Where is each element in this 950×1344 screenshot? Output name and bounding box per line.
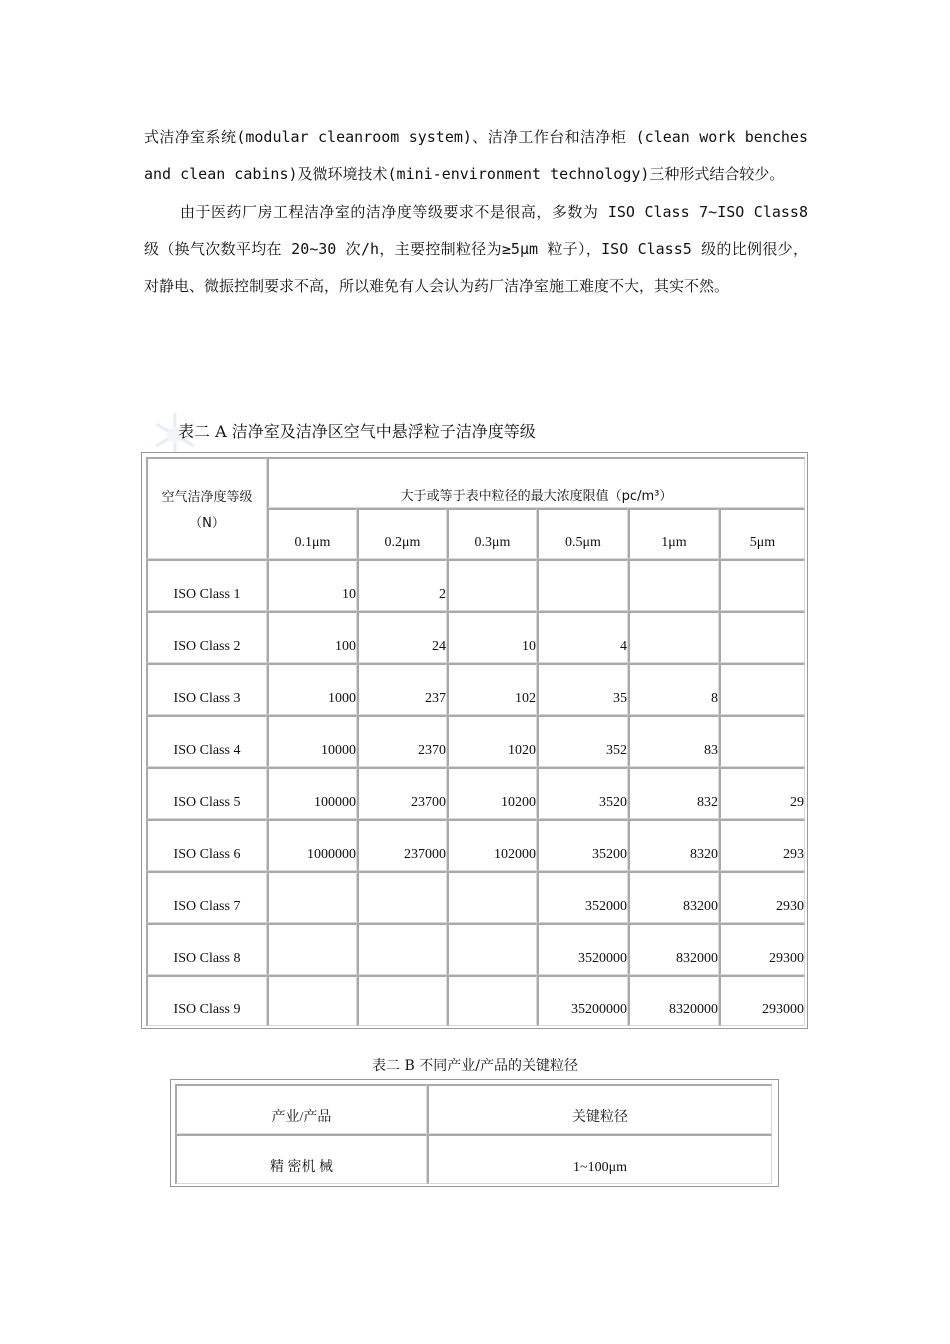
value-cell (357, 819, 447, 871)
value: 3520 (599, 795, 627, 810)
value-cell (447, 819, 537, 871)
value-cell (719, 871, 805, 923)
class-label: ISO Class 7 (173, 899, 241, 914)
value-cell (719, 559, 805, 611)
value: 2 (439, 587, 446, 602)
value: 35200000 (571, 1002, 627, 1017)
value: 237000 (404, 847, 446, 862)
value: 237 (425, 691, 446, 706)
value-cell (267, 559, 357, 611)
header-cell (175, 1084, 427, 1134)
value: 1020 (508, 743, 536, 758)
value: 10 (522, 639, 536, 654)
header-class-cell (146, 457, 267, 559)
value: 293 (783, 847, 804, 862)
value: 83200 (683, 899, 718, 914)
value-cell (537, 559, 628, 611)
value-cell (719, 975, 805, 1026)
value: 8320 (690, 847, 718, 862)
value-cell (267, 975, 357, 1026)
table-row-class-cell (146, 975, 267, 1026)
value-cell (267, 767, 357, 819)
value: 83 (704, 743, 718, 758)
value: 102000 (494, 847, 536, 862)
value-cell (357, 559, 447, 611)
size-header: 0.2μm (384, 535, 421, 550)
value-cell (628, 819, 719, 871)
value: 3520000 (578, 951, 627, 966)
class-label: ISO Class 1 (173, 587, 241, 602)
value-cell (357, 715, 447, 767)
value: 29 (790, 795, 804, 810)
value-cell (267, 611, 357, 663)
value-cell (537, 975, 628, 1026)
header-span-label: 大于或等于表中粒径的最大浓度限值（pc/m³） (400, 489, 673, 504)
table-row-class-cell (146, 767, 267, 819)
value-cell (628, 871, 719, 923)
table-row-cell (427, 1134, 772, 1184)
table-row-class-cell (146, 923, 267, 975)
table-row-class-cell (146, 611, 267, 663)
value: 100 (335, 639, 356, 654)
header-class-n: （N） (189, 516, 225, 531)
value-cell (357, 663, 447, 715)
class-label: ISO Class 8 (173, 951, 241, 966)
value: 10 (342, 587, 356, 602)
value-cell (628, 923, 719, 975)
value: 4 (620, 639, 627, 654)
value-cell (537, 611, 628, 663)
value-cell (357, 923, 447, 975)
value-cell (537, 715, 628, 767)
value: 832000 (676, 951, 718, 966)
size-header-cell (719, 508, 805, 559)
value: 100000 (314, 795, 356, 810)
value-cell (719, 663, 805, 715)
value-cell (447, 923, 537, 975)
value-cell (628, 715, 719, 767)
value-cell (628, 975, 719, 1026)
table-row-class-cell (146, 715, 267, 767)
value-cell (537, 767, 628, 819)
particle-size-value: 1~100μm (573, 1160, 627, 1175)
size-header: 0.3μm (474, 535, 511, 550)
value: 1000000 (307, 847, 356, 862)
paragraph-2: 由于医药厂房工程洁净室的洁净度等级要求不是很高，多数为 ISO Class 7~ISO Class8 级（换气次数平均在 20~30 次/h，主要控制粒径为≥5μm 粒子），ISO Class5 级的比例很少，对静电、微振控制要求不高，所以难免有人会认为药厂洁净室施工难度不大，其实不然。 (144, 203, 808, 295)
value: 102 (515, 691, 536, 706)
value-cell (357, 975, 447, 1026)
class-label: ISO Class 6 (173, 847, 241, 862)
header-class-label: 空气洁净度等级 (161, 490, 253, 505)
value-cell (719, 611, 805, 663)
value-cell (357, 611, 447, 663)
value-cell (537, 923, 628, 975)
table-b-caption: 表二 B 不同产业/产品的关键粒径 (372, 1058, 578, 1074)
value-cell (719, 715, 805, 767)
value-cell (267, 819, 357, 871)
class-label: ISO Class 4 (173, 743, 241, 758)
value-cell (267, 715, 357, 767)
value-cell (447, 663, 537, 715)
class-label: ISO Class 5 (173, 795, 241, 810)
value-cell (447, 715, 537, 767)
size-header: 0.1μm (294, 535, 331, 550)
class-label: ISO Class 9 (173, 1002, 241, 1017)
table-row-cell (175, 1134, 427, 1184)
value-cell (357, 767, 447, 819)
value-cell (447, 975, 537, 1026)
value: 832 (697, 795, 718, 810)
header-particle-size: 关键粒径 (572, 1110, 628, 1125)
value: 352 (606, 743, 627, 758)
value-cell (719, 767, 805, 819)
value: 2370 (418, 743, 446, 758)
header-cell (427, 1084, 772, 1134)
value-cell (628, 611, 719, 663)
value: 10200 (501, 795, 536, 810)
value-cell (628, 663, 719, 715)
value-cell (719, 923, 805, 975)
table-a-caption: 表二 A 洁净室及洁净区空气中悬浮粒子洁净度等级 (178, 422, 536, 441)
size-header: 0.5μm (565, 535, 601, 550)
value-cell (447, 611, 537, 663)
value: 35200 (592, 847, 627, 862)
header-industry: 产业/产品 (271, 1110, 332, 1125)
value: 8 (711, 691, 718, 706)
value: 1000 (328, 691, 356, 706)
table-row-class-cell (146, 871, 267, 923)
value: 24 (432, 639, 446, 654)
value-cell (537, 871, 628, 923)
size-header: 5μm (749, 535, 776, 550)
paragraph-1: 式洁净室系统(modular cleanroom system)、洁净工作台和洁净柜 (clean work benches and clean cabins)及微环境技术(mini-environment technology)三种形式结合较少。 (144, 128, 808, 183)
table-row-class-cell (146, 559, 267, 611)
value-cell (267, 923, 357, 975)
value-cell (719, 819, 805, 871)
table-b (170, 1079, 779, 1187)
size-header-cell (628, 508, 719, 559)
size-header-cell (447, 508, 537, 559)
table-row-class-cell (146, 819, 267, 871)
value-cell (628, 559, 719, 611)
value: 35 (613, 691, 627, 706)
table-a (141, 452, 808, 1029)
value: 2930 (776, 899, 804, 914)
value: 8320000 (669, 1002, 718, 1017)
value-cell (447, 767, 537, 819)
value: 10000 (321, 743, 356, 758)
class-label: ISO Class 3 (173, 691, 241, 706)
value-cell (537, 819, 628, 871)
size-header-cell (537, 508, 628, 559)
value-cell (267, 663, 357, 715)
value: 293000 (762, 1002, 804, 1017)
table-row-class-cell (146, 663, 267, 715)
value: 23700 (411, 795, 446, 810)
header-span-cell (267, 457, 805, 508)
value-cell (267, 871, 357, 923)
value-cell (357, 871, 447, 923)
value: 29300 (769, 951, 804, 966)
value-cell (628, 767, 719, 819)
industry-value: 精 密机 械 (270, 1160, 333, 1175)
value-cell (447, 559, 537, 611)
value: 352000 (585, 899, 627, 914)
class-label: ISO Class 2 (173, 639, 241, 654)
size-header-cell (267, 508, 357, 559)
value-cell (447, 871, 537, 923)
size-header-cell (357, 508, 447, 559)
value-cell (537, 663, 628, 715)
size-header: 1μm (661, 535, 687, 550)
